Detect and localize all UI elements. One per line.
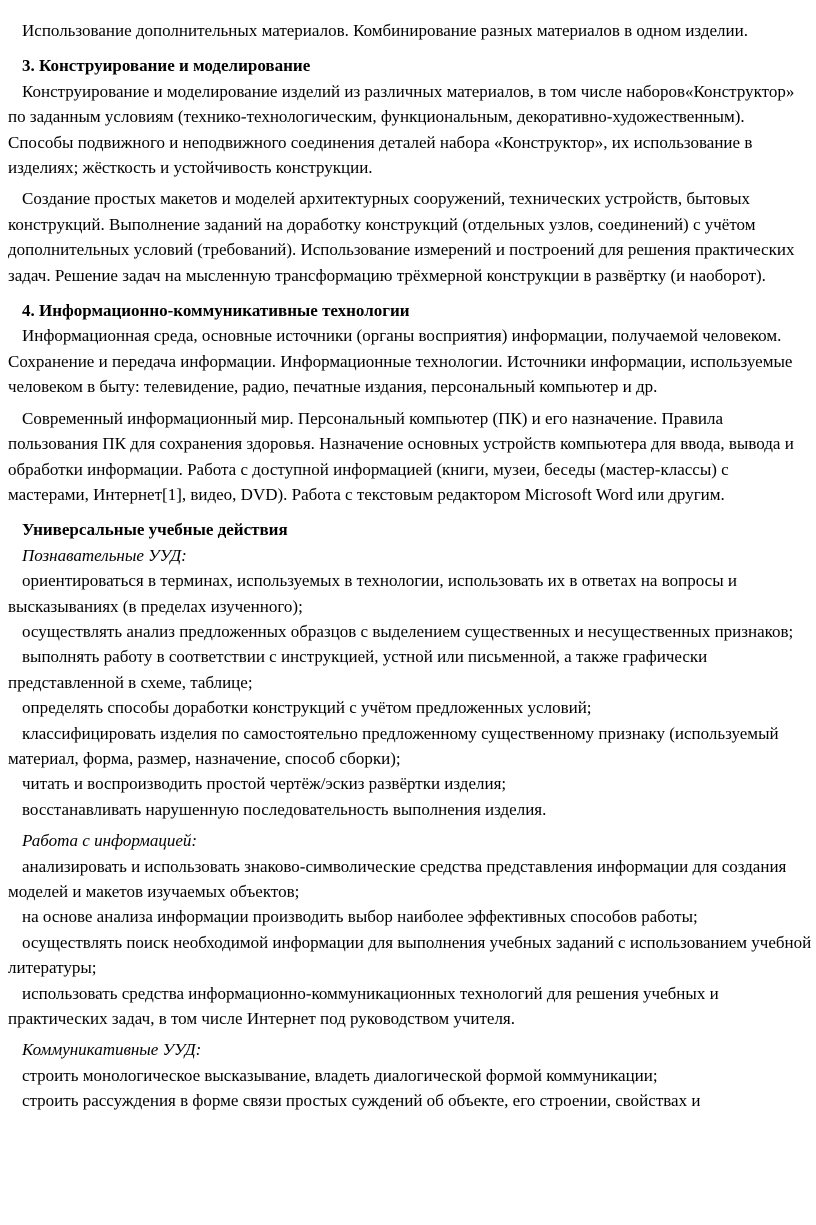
paragraph-ict-2: Современный информационный мир. Персональный компьютер (ПК) и его назначение. Правила пользования ПК для сохранения здоровья. Назначение основных устройств компьютера для ввода, вывода и обработки информации. Работа с доступной информацией (книги, музеи, беседы (мастер-классы) с мастерами, Интернет[1], видео, DVD). Работа с текстовым редактором Microsoft Word или другим.	[8, 408, 794, 504]
list-item: читать и воспроизводить простой чертёж/эскиз развёртки изделия;	[22, 774, 507, 794]
list-item: выполнять работу в соответствии с инструкцией, устной или письменной, а также графически представленной в схеме, таблице;	[8, 647, 708, 692]
heading-construction: 3. Конструирование и моделирование	[22, 56, 311, 76]
subheading-information: Работа с информацией:	[22, 831, 198, 851]
paragraph-materials: Использование дополнительных материалов. Комбинирование разных материалов в одном изделии.	[22, 21, 748, 40]
list-item: строить монологическое высказывание, владеть диалогической формой коммуникации;	[22, 1065, 658, 1085]
list-item: восстанавливать нарушенную последовательность выполнения изделия.	[22, 799, 547, 819]
heading-uud: Универсальные учебные действия	[22, 520, 288, 540]
list-item: ориентироваться в терминах, используемых в технологии, использовать их в ответах на вопросы и высказываниях (в пределах изученного);	[8, 571, 737, 616]
paragraph-construction-1: Конструирование и моделирование изделий из различных материалов, в том числе наборов«Конструктор» по заданным условиям (технико-технологическим, функциональным, декоративно-художественным). Способы подвижного и неподвижного соединения деталей набора «Конструктор», их использование в изделиях; жёсткость и устойчивость конструкции.	[8, 81, 795, 178]
subheading-communicative: Коммуникативные УУД:	[22, 1040, 202, 1060]
paragraph-ict-1: Информационная среда, основные источники (органы восприятия) информации, получаемой человеком. Сохранение и передача информации. Информационные технологии. Источники информации, используемые человеком в быту: телевидение, радио, печатные издания, персональный компьютер и др.	[8, 326, 793, 397]
list-item: на основе анализа информации производить выбор наиболее эффективных способов работы;	[22, 907, 698, 927]
list-item: анализировать и использовать знаково-символические средства представления информации для создания моделей и макетов изучаемых объектов;	[8, 856, 787, 901]
subheading-cognitive: Познавательные УУД:	[22, 545, 187, 565]
heading-ict: 4. Информационно-коммуникативные технологии	[22, 301, 410, 321]
paragraph-construction-2: Создание простых макетов и моделей архитектурных сооружений, технических устройств, бытовых конструкций. Выполнение заданий на доработку конструкций (отдельных узлов, соединений) с учётом дополнительных условий (требований). Использование измерений и построений для решения практических задач. Решение задач на мысленную трансформацию трёхмерной конструкции в развёртку (и наоборот).	[8, 189, 795, 285]
list-item: использовать средства информационно-коммуникационных технологий для решения учебных и практических задач, в том числе Интернет под руководством учителя.	[8, 983, 719, 1029]
list-item: осуществлять анализ предложенных образцов с выделением существенных и несущественных признаков;	[22, 621, 794, 641]
list-item: осуществлять поиск необходимой информации для выполнения учебных заданий с использованием учебной литературы;	[8, 932, 812, 978]
list-item: определять способы доработки конструкций с учётом предложенных условий;	[22, 698, 592, 718]
list-item: строить рассуждения в форме связи простых суждений об объекте, его строении, свойствах и	[22, 1091, 701, 1111]
list-item: классифицировать изделия по самостоятельно предложенному существенному признаку (используемый материал, форма, размер, назначение, способ сборки);	[8, 723, 779, 768]
